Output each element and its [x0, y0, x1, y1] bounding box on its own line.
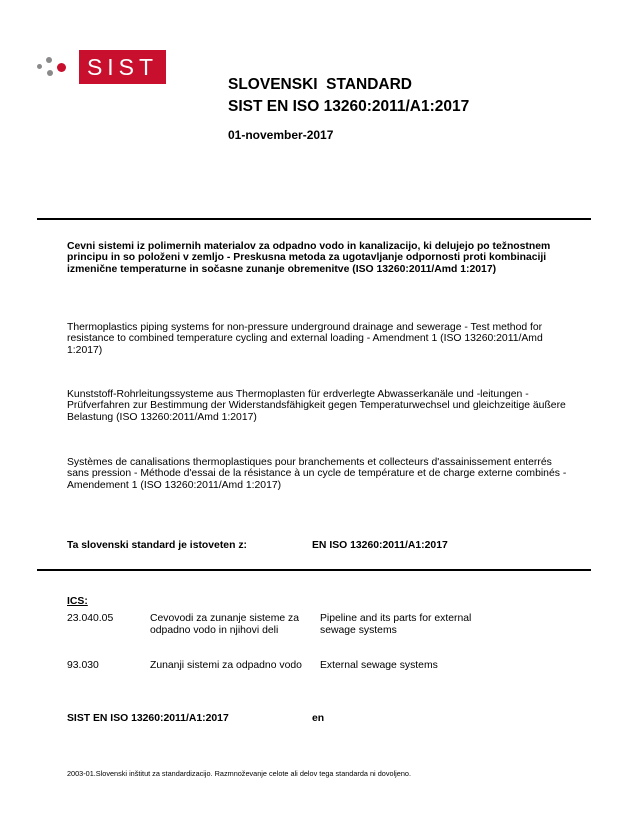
standard-type: SLOVENSKI STANDARD — [228, 76, 413, 93]
standard-date: 01-november-2017 — [228, 128, 334, 142]
ics-description-sl: Zunanji sistemi za odpadno vodo — [150, 660, 302, 671]
footer-copyright: 2003-01.Slovenski inštitut za standardizacijo. Razmnoževanje celote ali delov tega standarda ni dovoljeno. — [67, 769, 411, 778]
divider-bottom — [37, 569, 591, 571]
reference-language: en — [312, 713, 325, 724]
ics-label: ICS: — [67, 596, 88, 607]
title-german: Kunststoff-Rohrleitungssysteme aus Thermoplasten für erdverlegte Abwasserkanäle und -leitungen - Prüfverfahren zur Bestimmung der Widerstandsfähigkeit gegen Temperaturwechsel und gleichzeitige äußere Belastung (ISO 13260:2011/Amd 1:2017) — [67, 389, 566, 423]
logo-dot-red — [57, 63, 66, 72]
ics-description-sl: Cevovodi za zunanje sisteme za odpadno vodo in njihovi deli — [150, 613, 300, 636]
equivalence-label: Ta slovenski standard je istoveten z: — [67, 540, 247, 551]
title-french: Systèmes de canalisations thermoplastiques pour branchements et collecteurs d'assainissement enterrés sans pression - Méthode d'essai de la résistance à un cycle de température et de charge externe combinés - Amendement 1 (ISO 13260:2011/Amd 1:2017) — [67, 457, 567, 491]
title-slovenian: Cevni sistemi iz polimernih materialov za odpadno vodo in kanalizacijo, ki delujejo po težnostnem principu in so položeni v zemljo - Preskusna metoda za ugotavljanje odpornosti proti kombinaciji izmenične temperaturne in sočasne zunanje obremenitve (ISO 13260:2011/Amd 1:2017) — [67, 241, 551, 275]
ics-code: 93.030 — [67, 660, 99, 671]
reference-code: SIST EN ISO 13260:2011/A1:2017 — [67, 713, 229, 724]
logo-dot — [47, 70, 53, 76]
ics-description-en: External sewage systems — [320, 660, 438, 671]
logo-dot — [46, 57, 52, 63]
ics-code: 23.040.05 — [67, 613, 114, 624]
logo-dot — [37, 64, 42, 69]
divider-top — [37, 218, 591, 220]
ics-description-en: Pipeline and its parts for external sewage systems — [320, 613, 472, 636]
sist-logo: SIST — [79, 50, 166, 84]
logo-dots — [37, 56, 73, 84]
title-english: Thermoplastics piping systems for non-pressure underground drainage and sewerage - Test method for resistance to combined temperature cycling and external loading - Amendment 1 (ISO 13260:2011/Amd 1:2017) — [67, 322, 543, 356]
equivalence-value: EN ISO 13260:2011/A1:2017 — [312, 540, 448, 551]
standard-code: SIST EN ISO 13260:2011/A1:2017 — [228, 98, 470, 115]
